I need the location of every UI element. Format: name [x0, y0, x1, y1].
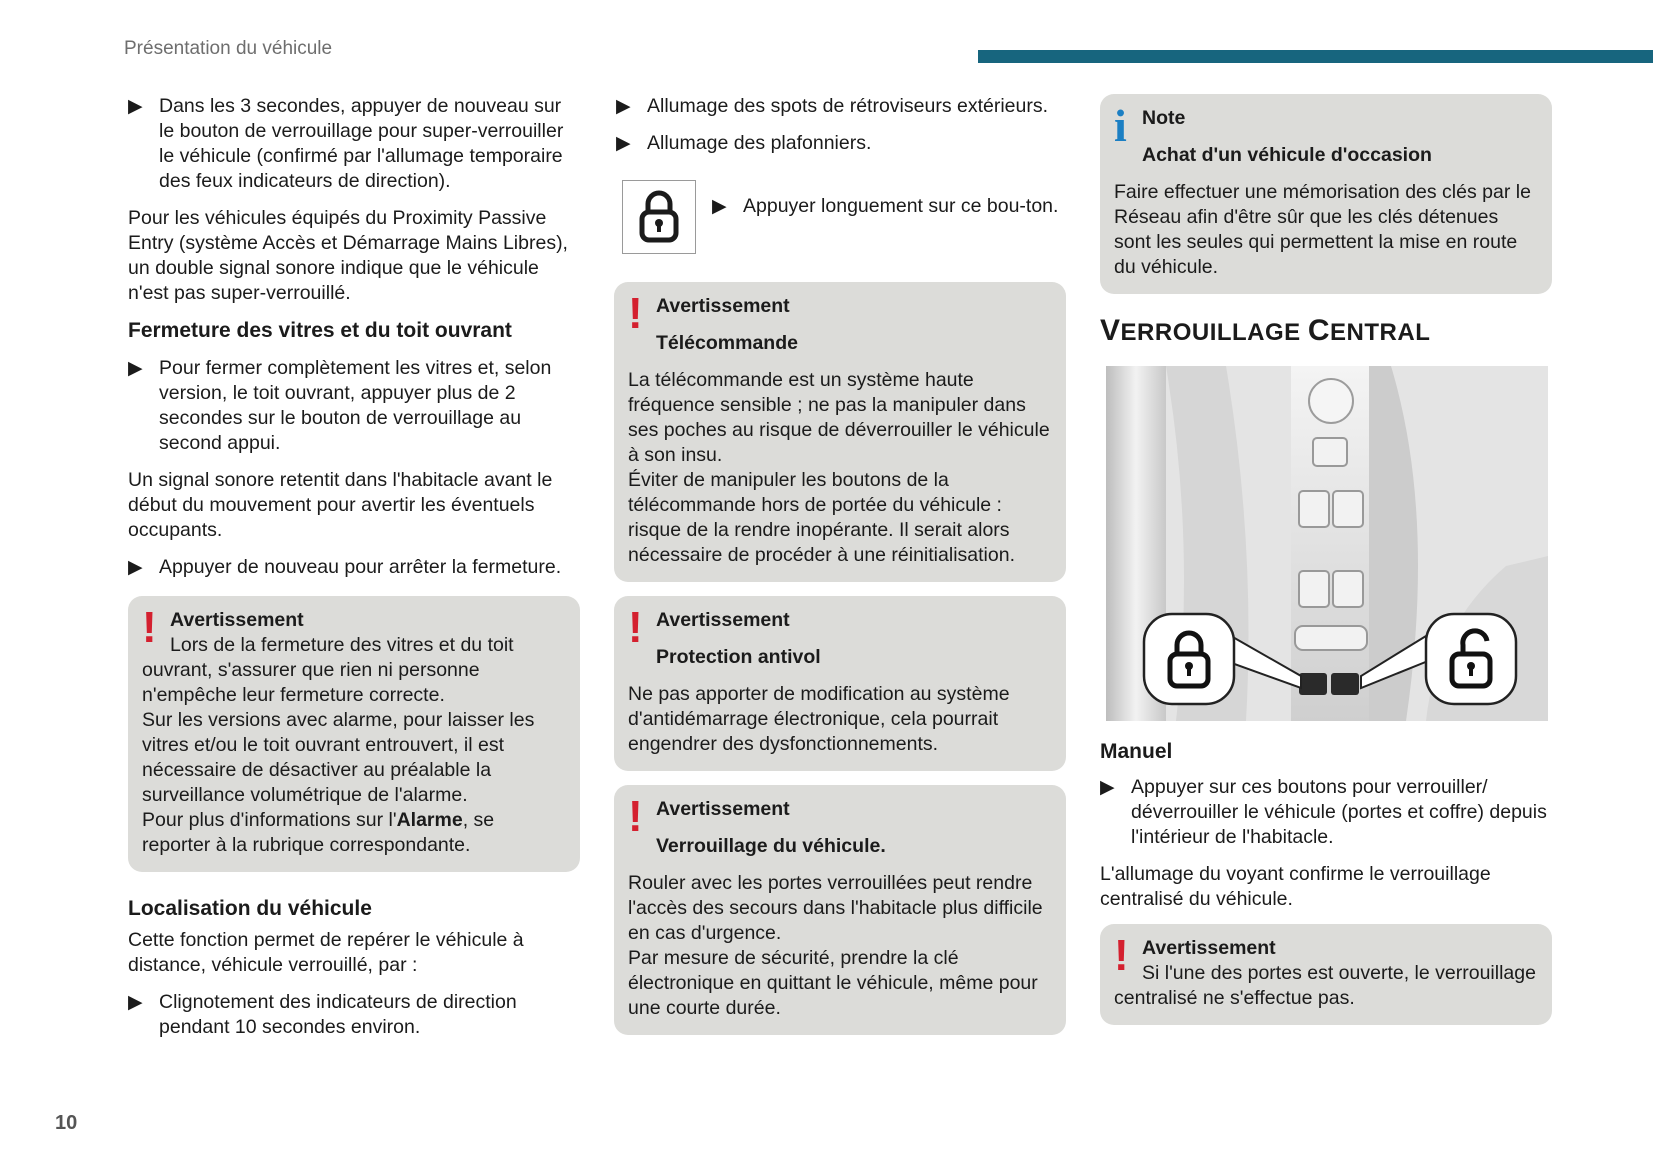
- warning-text: La télécommande est un système haute fréquence sensible ; ne pas la manipuler dans ses poches au risque de déverrouiller le véhicule à son insu.: [628, 369, 1050, 466]
- warning-text: Si l'une des portes est ouverte, le verrouillage centralisé ne s'effectue pas.: [1114, 962, 1536, 1009]
- list-item: ▶ Appuyer sur ces boutons pour verrouiller/ déverrouiller le véhicule (portes et coffre) depuis l'intérieur de l'habitacle.: [1100, 776, 1547, 848]
- list-item: ▶ Allumage des plafonniers.: [616, 132, 872, 154]
- play-arrow-icon: ▶: [128, 96, 143, 117]
- column-left: [128, 94, 580, 1052]
- warning-text: Par mesure de sécurité, prendre la clé électronique en quittant le véhicule, même pour une courte durée.: [628, 947, 1038, 1019]
- warning-text: Ne pas apporter de modification au système d'antidémarrage électronique, cela pourrait engendrer des dysfonctionnements.: [628, 683, 1010, 755]
- note-box-used-vehicle: [1100, 94, 1552, 294]
- list-item: ▶ Clignotement des indicateurs de direction pendant 10 secondes environ.: [128, 991, 517, 1038]
- paragraph: Pour les véhicules équipés du Proximity Passive Entry (système Accès et Démarrage Mains Libres), un double signal sonore indique que le véhicule n'est pas super-verrouillé.: [128, 207, 568, 304]
- note-title: Note: [1142, 107, 1186, 129]
- warning-text: Pour plus d'informations sur l'Alarme, se reporter à la rubrique correspondante.: [142, 809, 495, 856]
- running-header: Présentation du véhicule: [124, 38, 333, 59]
- exclamation-icon: !: [628, 603, 643, 652]
- door-panel-illustration: [1106, 366, 1548, 721]
- warning-box-door-open: [1100, 924, 1552, 1025]
- warning-box-locking: [614, 785, 1066, 1035]
- column-right: [1100, 94, 1552, 1039]
- subheading-manual: Manuel: [1100, 740, 1173, 763]
- exclamation-icon: !: [628, 289, 643, 338]
- list-item: ▶ Appuyer de nouveau pour arrêter la fermeture.: [128, 556, 562, 578]
- note-text: Faire effectuer une mémorisation des clés par le Réseau afin d'être sûr que les clés détenues sont les seules qui permettent la mise en route du véhicule.: [1114, 181, 1531, 278]
- warning-box-closing: [128, 596, 580, 872]
- exclamation-icon: !: [142, 603, 157, 652]
- lock-icon: [637, 190, 681, 244]
- list-item: ▶ Appuyer longuement sur ce bou-ton.: [712, 195, 1059, 217]
- subheading-windows: Fermeture des vitres et du toit ouvrant: [128, 319, 512, 342]
- play-arrow-icon: ▶: [1100, 777, 1115, 798]
- warning-title: Avertissement: [170, 609, 304, 631]
- header-accent-bar: [978, 50, 1653, 63]
- warning-subtitle: Télécommande: [656, 332, 798, 354]
- play-arrow-icon: ▶: [128, 992, 143, 1013]
- play-arrow-icon: ▶: [128, 557, 143, 578]
- warning-title: Avertissement: [1142, 937, 1276, 959]
- paragraph: Un signal sonore retentit dans l'habitacle avant le début du mouvement pour avertir les éventuels occupants.: [128, 469, 553, 541]
- note-subtitle: Achat d'un véhicule d'occasion: [1142, 144, 1432, 166]
- play-arrow-icon: ▶: [616, 96, 631, 117]
- warning-title: Avertissement: [656, 798, 790, 820]
- warning-text: Sur les versions avec alarme, pour laisser les vitres et/ou le toit ouvrant entrouvert, il est nécessaire de désactiver au préalable la surveillance volumétrique de l'alarme.: [142, 709, 535, 806]
- warning-text: Éviter de manipuler les boutons de la télécommande hors de portée du véhicule : risque de la rendre inopérante. Il serait alors nécessaire de procéder à une réinitialisation.: [628, 469, 1015, 566]
- play-arrow-icon: ▶: [712, 196, 727, 217]
- play-arrow-icon: ▶: [128, 358, 143, 379]
- section-title: VERROUILLAGE CENTRAL: [1100, 314, 1431, 347]
- warning-title: Avertissement: [656, 609, 790, 631]
- play-arrow-icon: ▶: [616, 133, 631, 154]
- page-number: 10: [55, 1112, 78, 1134]
- warning-text: Lors de la fermeture des vitres et du toit ouvrant, s'assurer que rien ni personne n'empêche leur fermeture correcte.: [142, 634, 514, 706]
- exclamation-icon: !: [1114, 931, 1129, 980]
- warning-text: Rouler avec les portes verrouillées peut rendre l'accès des secours dans l'habitacle plus difficile en cas d'urgence.: [628, 872, 1043, 944]
- warning-subtitle: Verrouillage du véhicule.: [656, 835, 886, 857]
- paragraph: L'allumage du voyant confirme le verrouillage centralisé du véhicule.: [1100, 863, 1491, 910]
- column-middle: [614, 94, 1066, 1049]
- warning-box-antitheft: [614, 596, 1066, 771]
- warning-title: Avertissement: [656, 295, 790, 317]
- lock-button-tile: [622, 180, 696, 254]
- info-icon: i: [1114, 100, 1127, 151]
- warning-box-remote: [614, 282, 1066, 582]
- subheading-locate: Localisation du véhicule: [128, 897, 372, 920]
- exclamation-icon: !: [628, 792, 643, 841]
- list-item: ▶ Allumage des spots de rétroviseurs extérieurs.: [616, 95, 1049, 117]
- list-item: ▶ Dans les 3 secondes, appuyer de nouveau sur le bouton de verrouillage pour super-verrouiller le véhicule (confirmé par l'allumage temporaire des feux indicateurs de direction).: [128, 95, 564, 192]
- paragraph: Cette fonction permet de repérer le véhicule à distance, véhicule verrouillé, par :: [128, 929, 524, 976]
- list-item: ▶ Pour fermer complètement les vitres et, selon version, le toit ouvrant, appuyer plus de 2 secondes sur le bouton de verrouillage au second appui.: [128, 357, 552, 454]
- lock-instruction: [622, 180, 1066, 254]
- warning-subtitle: Protection antivol: [656, 646, 821, 668]
